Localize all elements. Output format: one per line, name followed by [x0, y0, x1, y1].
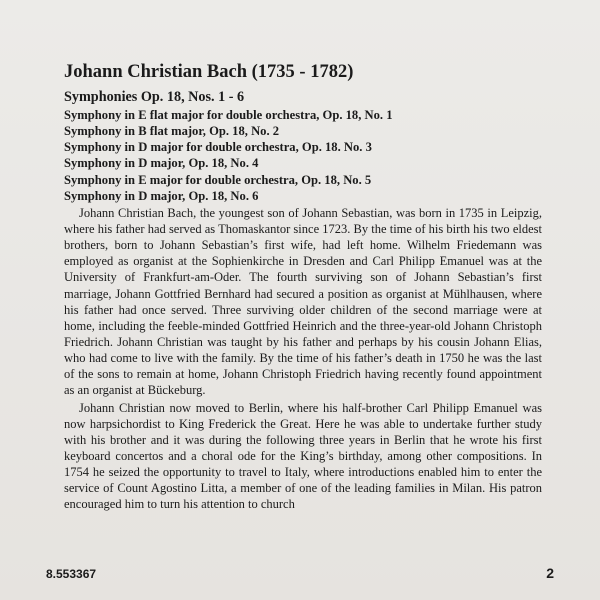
work-item: Symphony in D major, Op. 18, No. 6	[64, 188, 259, 203]
work-item: Symphony in E major for double orchestra, Op. 18, No. 5	[64, 172, 372, 187]
body-paragraph: Johann Christian Bach, the youngest son of Johann Sebastian, was born in 1735 in Leipzig, where his father had served as Thomaskantor since 1723. By the time of his birth his two eldest brothers, born to Johann Sebastian’s first wife, had left home. Wilhelm Friedemann was employed as organist at the Sophienkirche in Dresden and Carl Philipp Emanuel was at the University of Frankfurt-am-Oder. The fourth surviving son of Johann Sebastian’s first marriage, Johann Gottfried Bernhard had secured a position as organist at Mühlhausen, where his father had once served. Three surviving older children of the second marriage were at home, including the feeble-minded Gottfried Heinrich and the three-year-old Johann Christoph Friedrich. Johann Christian was taught by his father and perhaps by his cousin Johann Elias, who had come to live with the family. By the time of his father’s death in 1750 he was the last of the sons to remain at home, Johann Christoph Friedrich having recently found appointment as an organist at Bückeburg.	[64, 206, 542, 397]
page-number: 2	[546, 565, 554, 581]
page-content	[64, 60, 542, 512]
body-paragraph: Johann Christian now moved to Berlin, where his half-brother Carl Philipp Emanuel was now harpsichordist to King Frederick the Great. Here he was able to undertake further study with his brother and it was during the following three years in Berlin that he wrote his first keyboard concertos and a choral ode for the King’s birthday, among other compositions. In 1754 he seized the opportunity to travel to Italy, where introductions enabled him to enter the service of Count Agostino Litta, a member of one of the leading families in Milan. His patron encouraged him to turn his attention to church	[64, 400, 542, 512]
works-list	[64, 107, 542, 205]
composer-heading: Johann Christian Bach (1735 - 1782)	[64, 62, 354, 82]
work-item: Symphony in D major for double orchestra, Op. 18. No. 3	[64, 140, 372, 155]
collection-heading: Symphonies Op. 18, Nos. 1 - 6	[64, 89, 245, 105]
work-item: Symphony in E flat major for double orchestra, Op. 18, No. 1	[64, 107, 393, 122]
work-item: Symphony in D major, Op. 18, No. 4	[64, 156, 259, 171]
work-item: Symphony in B flat major, Op. 18, No. 2	[64, 123, 280, 138]
catalogue-number: 8.553367	[46, 567, 97, 581]
